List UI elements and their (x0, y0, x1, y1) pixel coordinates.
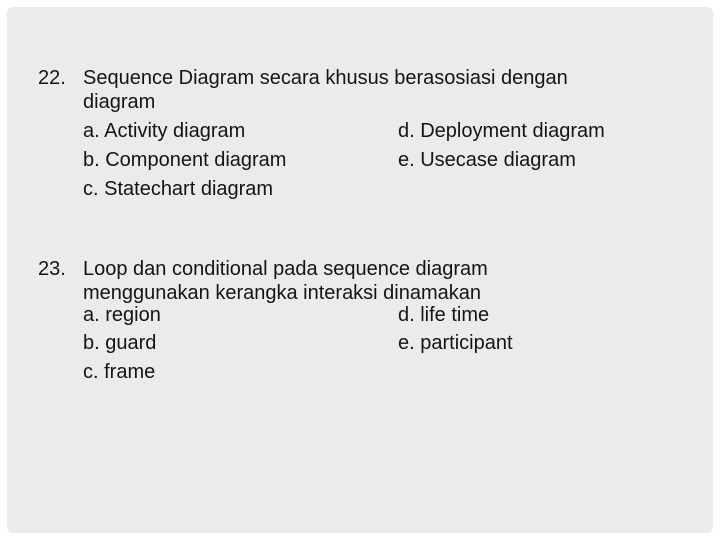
question-22-option-b: b. Component diagram (83, 149, 287, 171)
question-23-number: 23. (38, 258, 66, 280)
question-22-option-e: e. Usecase diagram (398, 149, 576, 171)
question-22-stem-line1: Sequence Diagram secara khusus berasosiasi dengan (83, 67, 568, 89)
question-23-option-c: c. frame (83, 361, 156, 383)
question-22-option-d: d. Deployment diagram (398, 120, 605, 142)
question-23-option-a: a. region (83, 304, 161, 326)
question-22-number: 22. (38, 67, 66, 89)
question-23-option-e: e. participant (398, 332, 513, 354)
question-23-stem-line2: menggunakan kerangka interaksi dinamakan (83, 282, 482, 304)
question-22-stem-line2: diagram (83, 91, 156, 113)
question-23-option-d: d. life time (398, 304, 490, 326)
question-23-stem-line1: Loop dan conditional pada sequence diagram (83, 258, 488, 280)
question-23-option-b: b. guard (83, 332, 157, 354)
question-22-option-a: a. Activity diagram (83, 120, 246, 142)
question-22-option-c: c. Statechart diagram (83, 178, 274, 200)
